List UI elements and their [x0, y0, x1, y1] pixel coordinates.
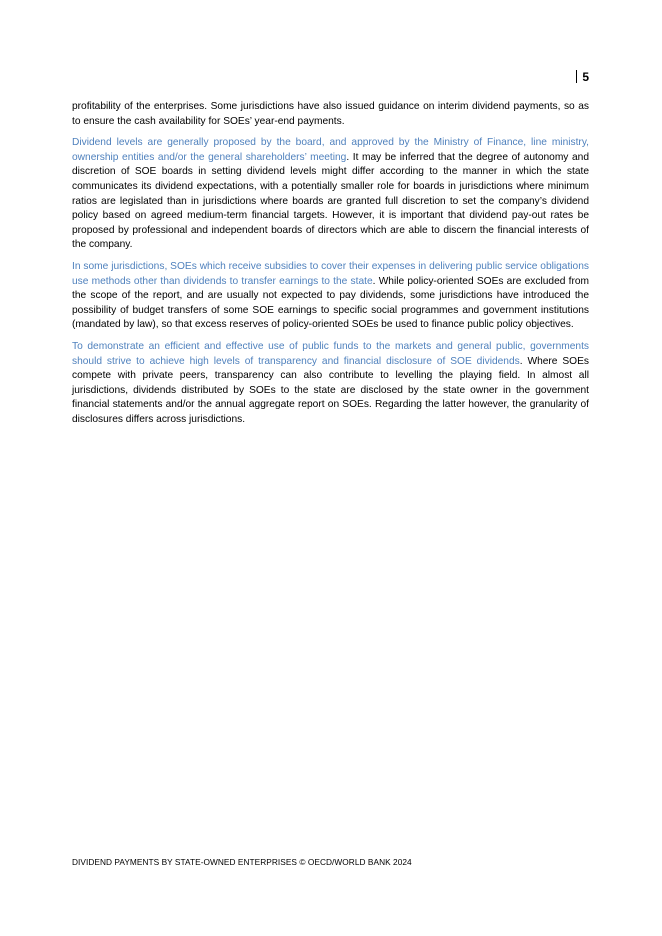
paragraph-3-lead: In some jurisdictions, SOEs which receive subsidies to cover their expenses in delivering public service obligations use methods other than dividends to transfer earnings to the state	[72, 260, 589, 287]
page-number	[576, 70, 589, 84]
page-number-value: 5	[582, 70, 589, 84]
paragraph-1	[72, 100, 589, 129]
paragraph-4-text: . Where SOEs compete with private peers, transparency can also contribute to levelling the playing field. In almost all jurisdictions, dividends distributed by SOEs to the state are disclosed by the state owner in the government financial statements and/or the annual aggregate report on SOEs. Regarding the latter however, the granularity of disclosures differs across jurisdictions.	[72, 355, 589, 425]
paragraph-3	[72, 260, 589, 333]
paragraph-2-text: . It may be inferred that the degree of autonomy and discretion of SOE boards in setting dividend levels might differ according to the manner in which the state communicates its dividend expectations, with a potentially smaller role for boards in jurisdictions where minimum ratios are legislated than in jurisdictions where boards are granted full discretion to set the company’s dividend policy based on agreed medium-term financial targets. However, it is important that dividend pay-out rates be proposed by professional and independent boards of directors which are able to discern the financial interests of the company.	[72, 151, 589, 251]
page-number-divider	[576, 70, 577, 83]
paragraph-4-lead: To demonstrate an efficient and effective use of public funds to the markets and general public, governments should strive to achieve high levels of transparency and financial disclosure of SOE dividends	[72, 340, 589, 367]
paragraph-1-text: profitability of the enterprises. Some jurisdictions have also issued guidance on interim dividend payments, so as to ensure the cash availability for SOEs’ year-end payments.	[72, 101, 589, 127]
paragraph-4	[72, 340, 589, 428]
paragraph-2-lead: Dividend levels are generally proposed by the board, and approved by the Ministry of Finance, line ministry, ownership entities and/or the general shareholders’ meeting	[72, 137, 589, 163]
body-text	[72, 100, 589, 434]
paragraph-2	[72, 136, 589, 253]
page-footer: DIVIDEND PAYMENTS BY STATE-OWNED ENTERPRISES © OECD/WORLD BANK 2024	[72, 857, 412, 867]
paragraph-3-text: . While policy-oriented SOEs are excluded from the scope of the report, and are usually not expected to pay dividends, some jurisdictions have introduced the possibility of budget transfers of some SOE earnings to specific social programmes and government institutions (mandated by law), so that excess reserves of policy-oriented SOEs be used to finance public policy objectives.	[72, 275, 589, 331]
